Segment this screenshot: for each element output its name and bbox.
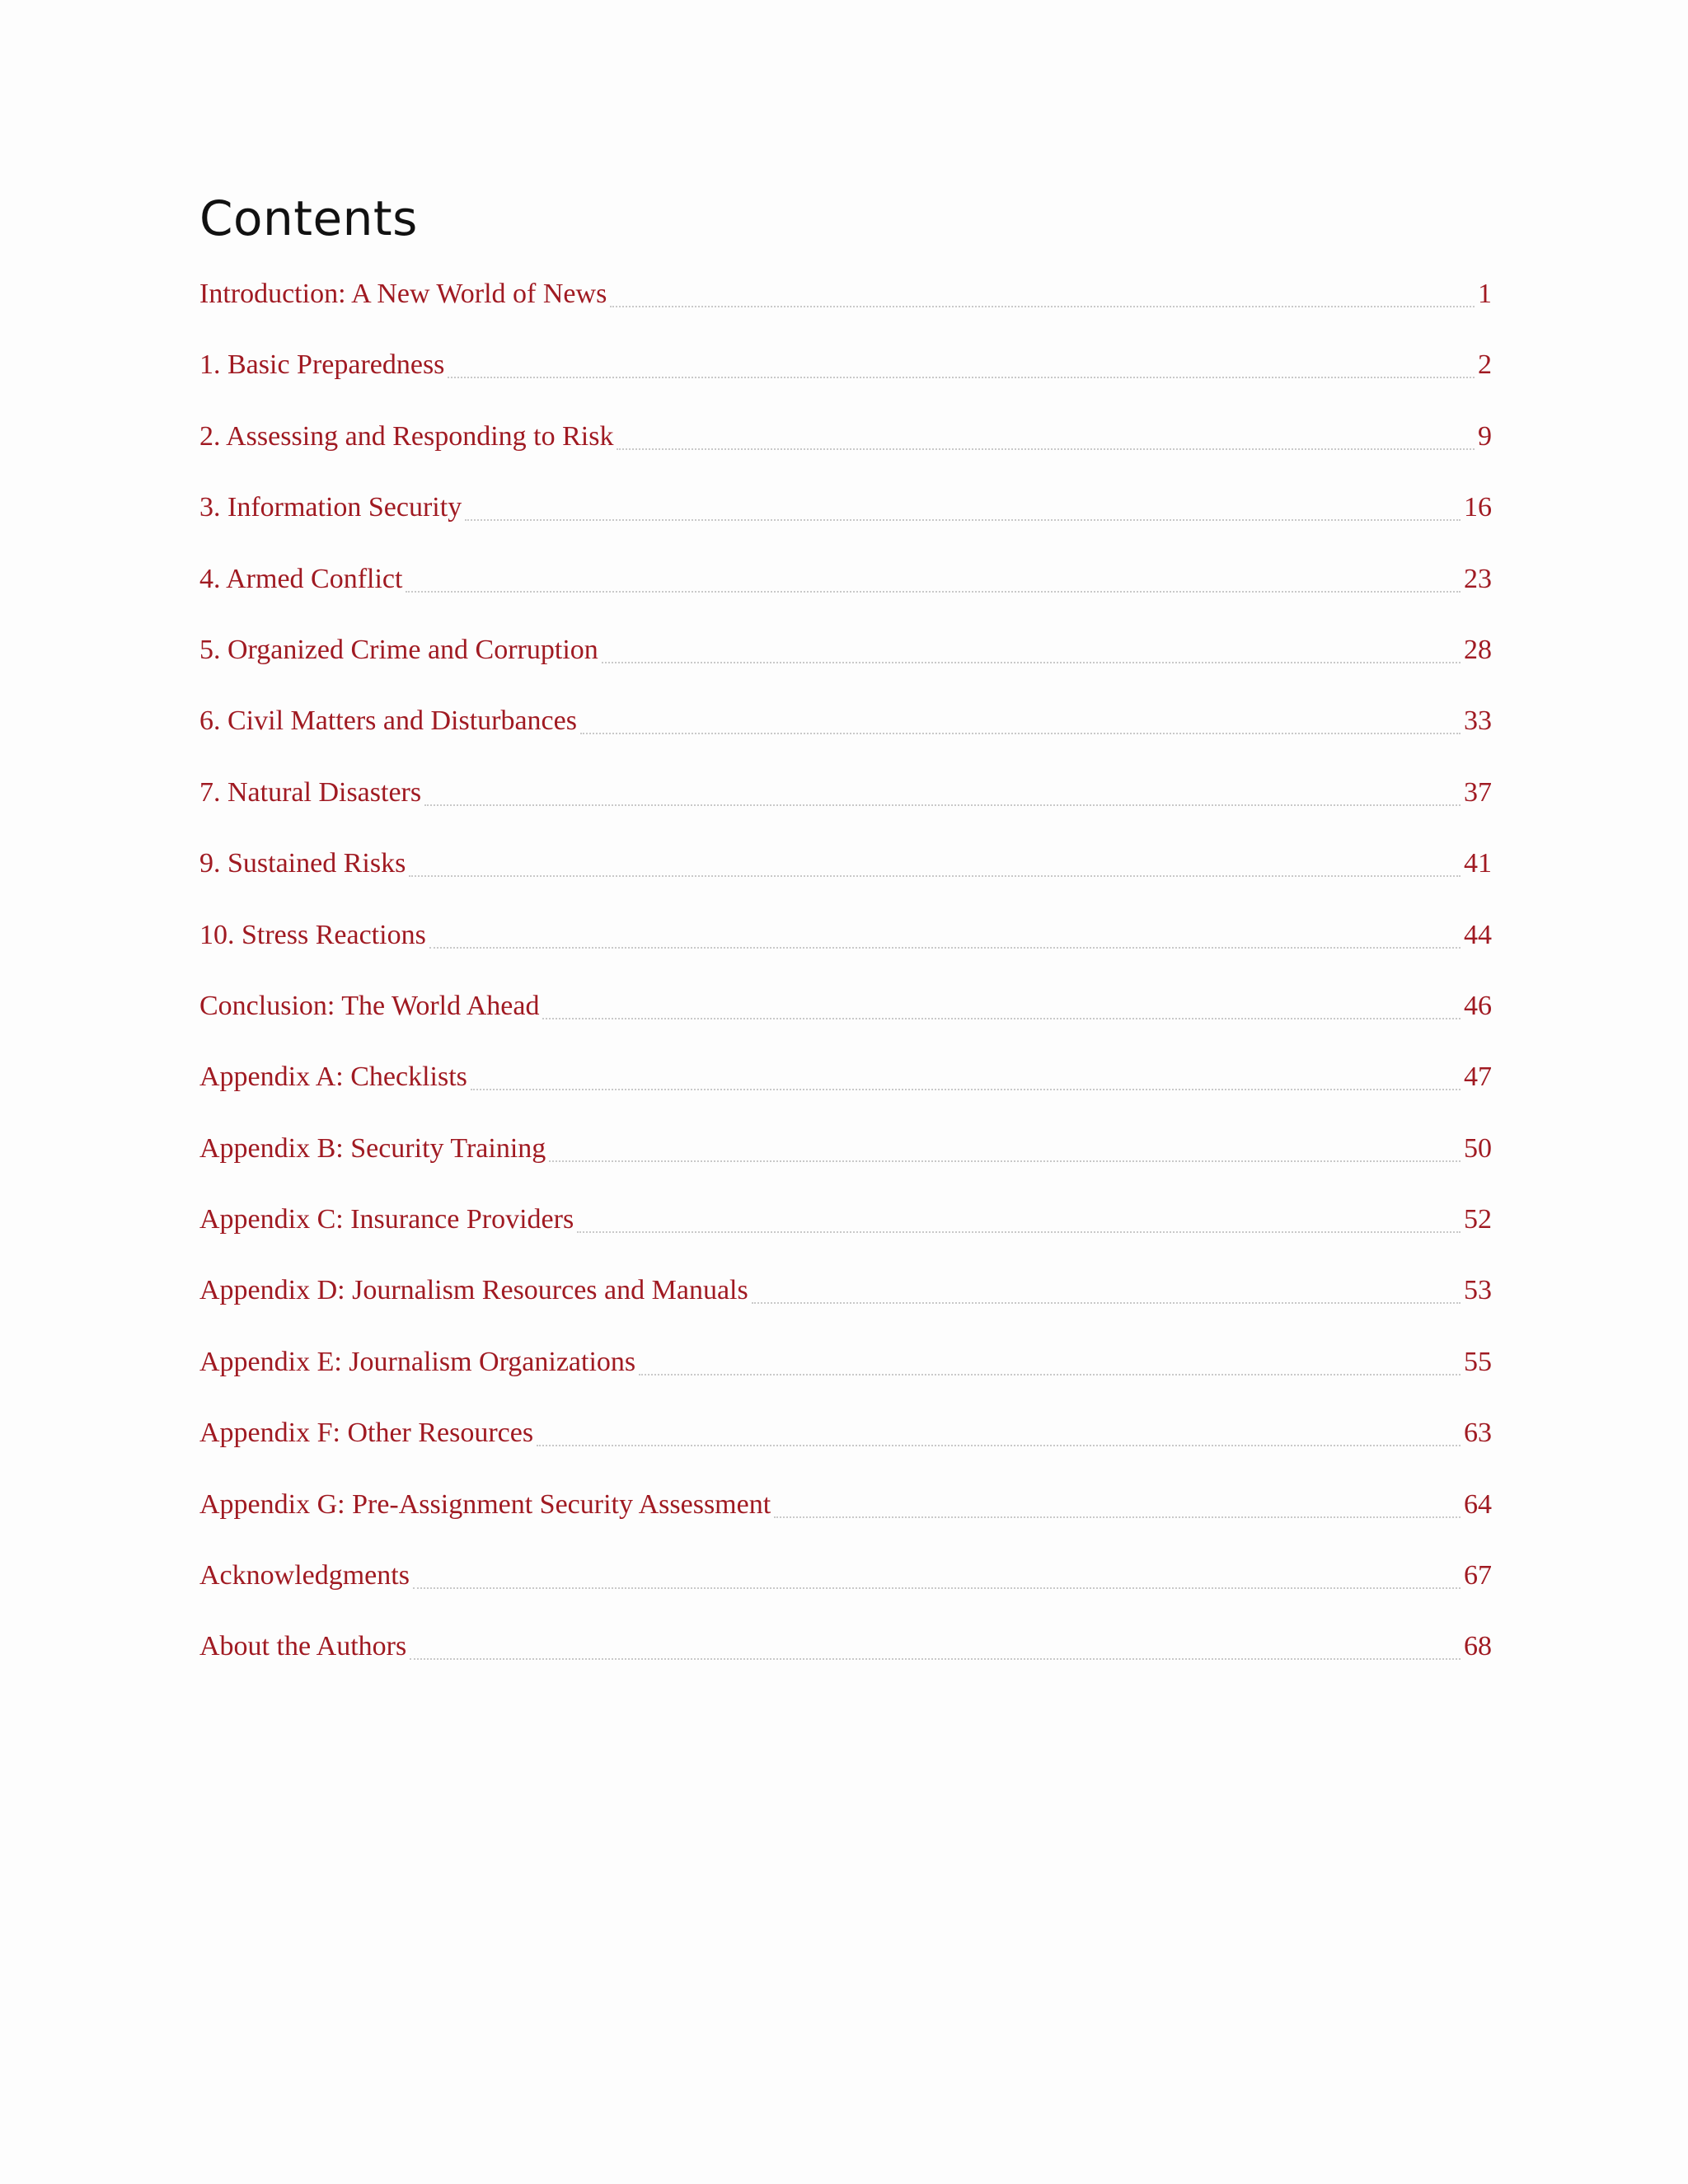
toc-entry-page-number: 16: [1464, 492, 1492, 523]
dot-leader: [471, 1088, 1461, 1090]
toc-entry[interactable]: [199, 1204, 1492, 1272]
toc-entry-label: About the Authors: [199, 1631, 407, 1662]
toc-entry[interactable]: [199, 492, 1492, 560]
dot-leader: [413, 1586, 1461, 1589]
toc-entry-label: Appendix A: Checklists: [199, 1062, 467, 1093]
dot-leader: [410, 1657, 1461, 1660]
table-of-contents: [199, 186, 1492, 1699]
dot-leader: [580, 732, 1461, 734]
toc-entry-page-number: 9: [1478, 420, 1492, 452]
dot-leader: [549, 1160, 1461, 1162]
toc-entry[interactable]: [199, 991, 1492, 1058]
toc-entry[interactable]: [199, 1062, 1492, 1129]
page-title: Contents: [199, 190, 418, 246]
toc-entry-label: 2. Assessing and Responding to Risk: [199, 420, 614, 452]
dot-leader: [424, 804, 1461, 806]
dot-leader: [774, 1516, 1461, 1518]
dot-leader: [617, 448, 1475, 450]
toc-entry-page-number: 64: [1464, 1488, 1492, 1520]
toc-entry-page-number: 28: [1464, 634, 1492, 665]
toc-entry-label: Conclusion: The World Ahead: [199, 990, 540, 1021]
dot-leader: [406, 590, 1461, 593]
toc-entry[interactable]: [199, 279, 1492, 346]
toc-entry-page-number: 68: [1464, 1631, 1492, 1662]
toc-entry-label: 1. Basic Preparedness: [199, 349, 445, 381]
dot-leader: [610, 305, 1475, 307]
toc-entry-label: Appendix C: Insurance Providers: [199, 1204, 574, 1235]
toc-entry[interactable]: [199, 421, 1492, 489]
toc-entry-page-number: 33: [1464, 705, 1492, 737]
toc-entry-label: 3. Information Security: [199, 492, 462, 523]
toc-entry-page-number: 50: [1464, 1132, 1492, 1164]
toc-entry-page-number: 23: [1464, 563, 1492, 594]
toc-entry-label: 9. Sustained Risks: [199, 848, 406, 879]
toc-entry-page-number: 55: [1464, 1346, 1492, 1377]
dot-leader: [465, 518, 1461, 521]
toc-entry-label: 7. Natural Disasters: [199, 776, 422, 808]
dot-leader: [577, 1230, 1461, 1233]
dot-leader: [752, 1301, 1461, 1304]
toc-entry-label: 6. Civil Matters and Disturbances: [199, 705, 577, 737]
dot-leader: [537, 1444, 1461, 1446]
toc-entry-label: Appendix F: Other Resources: [199, 1418, 534, 1449]
toc-entry[interactable]: [199, 1489, 1492, 1557]
toc-entry-page-number: 1: [1478, 279, 1492, 309]
toc-entry-label: Appendix G: Pre-Assignment Security Assessment: [199, 1488, 771, 1520]
toc-entry-page-number: 37: [1464, 776, 1492, 808]
toc-entry[interactable]: [199, 848, 1492, 916]
toc-entry-page-number: 41: [1464, 848, 1492, 879]
toc-entry[interactable]: [199, 705, 1492, 773]
toc-entry-label: Appendix B: Security Training: [199, 1132, 546, 1164]
toc-entry-label: 5. Organized Crime and Corruption: [199, 634, 598, 665]
dot-leader: [448, 376, 1475, 378]
toc-list: [199, 279, 1492, 1699]
toc-entry-label: Introduction: A New World of News: [199, 279, 607, 309]
dot-leader: [429, 946, 1461, 949]
toc-entry[interactable]: [199, 1275, 1492, 1343]
toc-entry-page-number: 53: [1464, 1275, 1492, 1306]
toc-entry[interactable]: [199, 635, 1492, 702]
toc-entry[interactable]: [199, 1347, 1492, 1414]
dot-leader: [542, 1017, 1461, 1019]
toc-entry[interactable]: [199, 1133, 1492, 1201]
toc-entry[interactable]: [199, 349, 1492, 417]
toc-entry[interactable]: [199, 564, 1492, 631]
toc-entry[interactable]: [199, 920, 1492, 987]
toc-entry-page-number: 2: [1478, 349, 1492, 381]
toc-entry[interactable]: [199, 777, 1492, 845]
toc-entry[interactable]: [199, 1631, 1492, 1699]
toc-entry-page-number: 47: [1464, 1062, 1492, 1093]
toc-entry-label: Appendix E: Journalism Organizations: [199, 1346, 636, 1377]
toc-entry-label: 10. Stress Reactions: [199, 919, 426, 950]
toc-entry-page-number: 67: [1464, 1560, 1492, 1591]
toc-entry-label: Acknowledgments: [199, 1560, 410, 1591]
toc-entry-page-number: 52: [1464, 1204, 1492, 1235]
dot-leader: [409, 874, 1461, 877]
toc-entry-page-number: 44: [1464, 919, 1492, 950]
dot-leader: [639, 1373, 1461, 1376]
toc-entry-page-number: 46: [1464, 990, 1492, 1021]
toc-entry-label: 4. Armed Conflict: [199, 563, 403, 594]
dot-leader: [602, 661, 1461, 663]
toc-entry-label: Appendix D: Journalism Resources and Manuals: [199, 1275, 748, 1306]
toc-entry[interactable]: [199, 1418, 1492, 1485]
toc-entry-page-number: 63: [1464, 1418, 1492, 1449]
toc-entry[interactable]: [199, 1560, 1492, 1628]
